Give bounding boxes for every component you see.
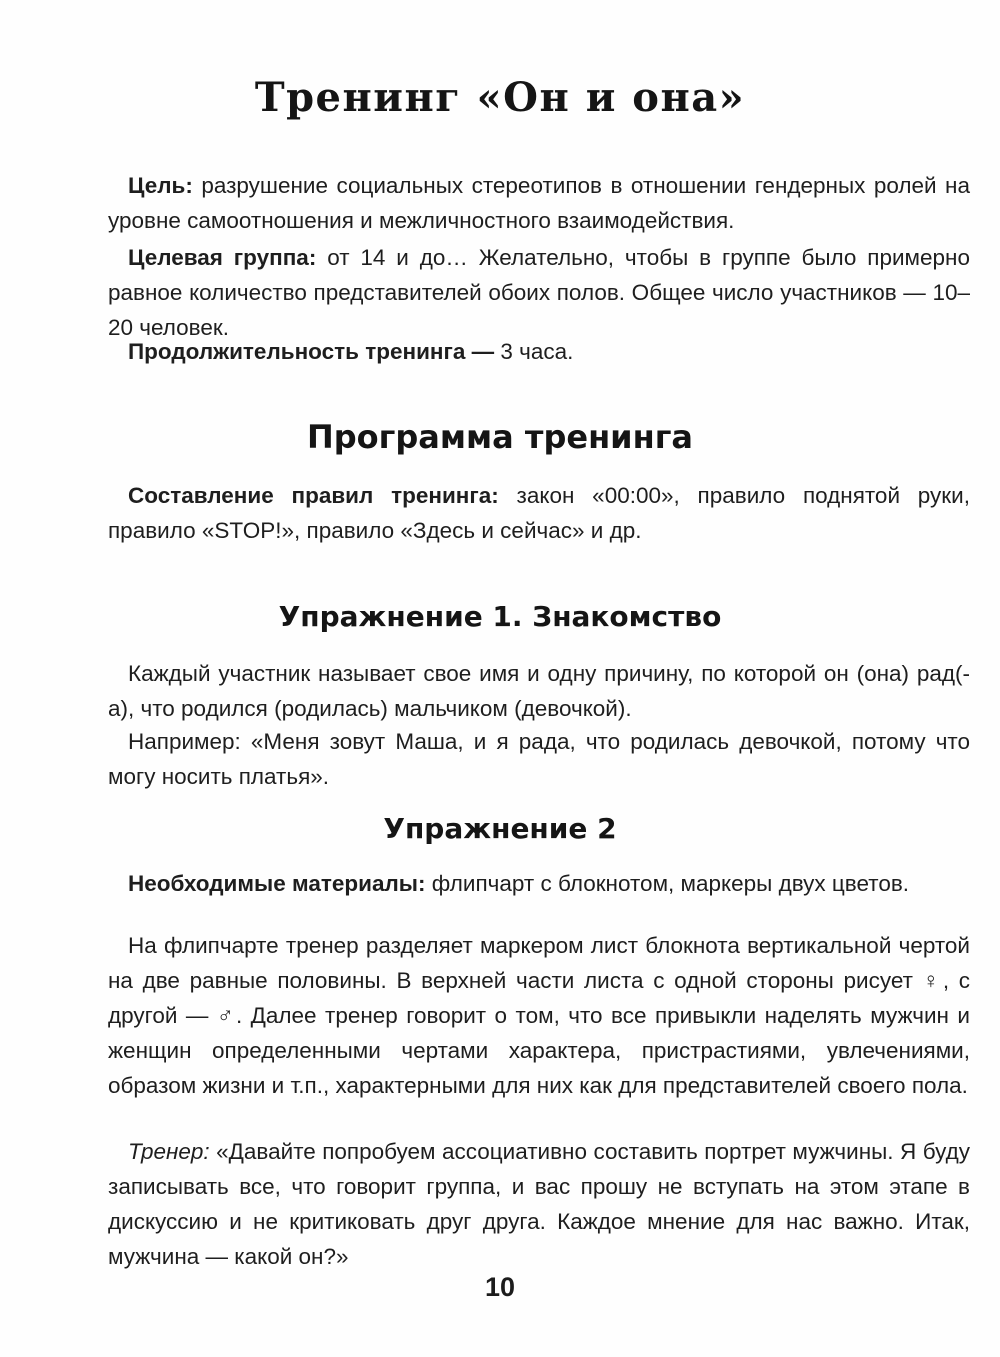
target-group-text: от 14 и до… Желательно, чтобы в группе было примерно равное количество представителей обоих полов. Общее число участников — 10–20 человек. (108, 245, 970, 340)
duration-text: 3 часа. (500, 339, 574, 364)
page-title: Тренинг «Он и она» (254, 74, 746, 121)
rules-text: закон «00:00», правило поднятой руки, правило «STOP!», правило «Здесь и сейчас» и др. (108, 483, 970, 543)
materials-text: флипчарт с блокнотом, маркеры двух цветов. (431, 871, 910, 896)
materials-paragraph (108, 866, 970, 901)
trainer-label: Тренер: (128, 1139, 210, 1164)
rules-paragraph (108, 478, 970, 548)
page-number: 10 (484, 1272, 516, 1302)
materials-label: Необходимые материалы: (128, 871, 426, 896)
exercise-2-description: На флипчарте тренер разделяет маркером лист блокнота вертикальной чертой на две равные половины. В верхней части листа с одной стороны рисует ♀, с другой — ♂. Далее тренер говорит о том, что все привыкли наделять мужчин и женщин определенными чертами характера, пристрастиями, увлечениями, образом жизни и т.п., характерными для них как для представителей своего пола. (108, 933, 970, 1098)
trainer-speech-text: «Давайте попробуем ассоциативно составить портрет мужчины. Я буду записывать все, что говорит группа, и вас прошу не вступать на этом этапе в дискуссию и не критиковать друг друга. Каждое мнение для нас важно. Итак, мужчина — какой он?» (108, 1139, 970, 1269)
exercise-2-heading: Упражнение 2 (383, 812, 617, 845)
exercise-1-example: Например: «Меня зовут Маша, и я рада, что родилась девочкой, потому что могу носить платья». (108, 729, 970, 789)
goal-paragraph (108, 168, 970, 238)
duration-label: Продолжительность тренинга — (128, 339, 495, 364)
goal-label: Цель: (128, 173, 193, 198)
trainer-speech-paragraph (108, 1134, 970, 1274)
exercise-1-description: Каждый участник называет свое имя и одну причину, по которой он (она) рад(-а), что родился (родилась) мальчиком (девочкой). (108, 661, 970, 721)
target-group-paragraph (108, 240, 970, 345)
rules-label: Составление правил тренинга: (128, 483, 499, 508)
program-heading: Программа тренинга (306, 418, 694, 456)
duration-paragraph (108, 334, 970, 369)
exercise-1-heading: Упражнение 1. Знакомство (278, 600, 722, 633)
target-group-label: Целевая группа: (128, 245, 317, 270)
goal-text: разрушение социальных стереотипов в отношении гендерных ролей на уровне самоотношения и межличностного взаимодействия. (108, 173, 970, 233)
